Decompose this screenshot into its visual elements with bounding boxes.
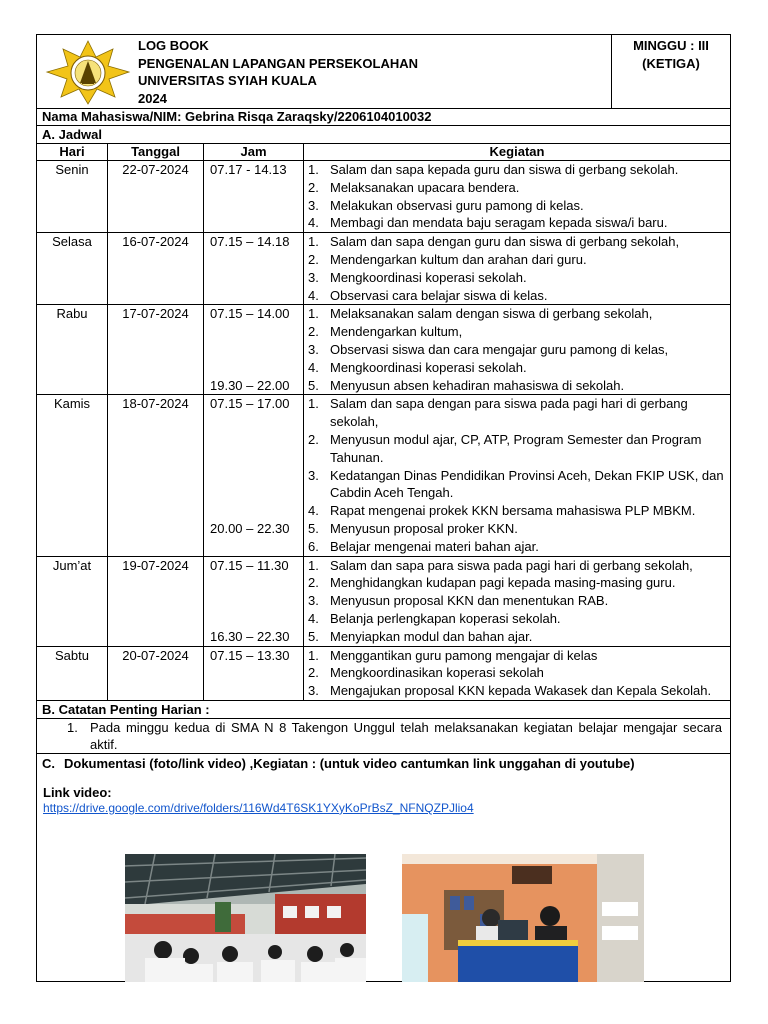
activity-number: 2.: [308, 431, 319, 447]
activity-text: Menghidangkan kudapan pagi kepada masing-masing guru.: [330, 575, 676, 591]
activity-item: [308, 179, 726, 197]
activity-number: 5.: [308, 520, 319, 536]
activity-text: Mengkoordinasi koperasi sekolah.: [330, 269, 527, 285]
activity-item: [308, 520, 726, 538]
schedule-row: [37, 646, 730, 700]
time-cell: [204, 646, 304, 700]
day-cell: Senin: [37, 161, 108, 233]
activity-item: [308, 305, 726, 323]
section-c-title: Dokumentasi (foto/link video) ,Kegiatan : (untuk video cantumkan link unggahan di youtube): [64, 755, 635, 771]
activity-item: [308, 269, 726, 287]
activity-number: 1.: [308, 557, 319, 573]
title-line-3: UNIVERSITAS SYIAH KUALA: [138, 73, 317, 88]
day-cell: Kamis: [37, 395, 108, 556]
activities-cell: [304, 646, 731, 700]
activity-item: [308, 467, 726, 503]
activity-number: 4.: [308, 359, 319, 375]
activity-number: 1.: [308, 234, 319, 250]
activity-item: [308, 628, 726, 646]
activity-item: [308, 647, 726, 665]
schedule-row: [37, 556, 730, 646]
activity-text: Mengkoordinasi koperasi sekolah.: [330, 359, 527, 375]
table-header-row: [37, 144, 730, 161]
activity-number: 4.: [308, 503, 319, 519]
week-cell: [611, 35, 730, 108]
activity-text: Melaksanakan salam dengan siswa di gerbang sekolah,: [330, 306, 653, 322]
activity-item: [308, 557, 726, 575]
activity-text: Salam dan sapa dengan guru dan siswa di gerbang sekolah,: [330, 234, 680, 250]
activity-item: [308, 502, 726, 520]
activity-number: 2.: [308, 324, 319, 340]
time-cell: [204, 556, 304, 646]
activity-text: Menyusun proposal KKN dan menentukan RAB.: [330, 593, 609, 609]
activity-text: Salam dan sapa dengan para siswa pada pagi hari di gerbang sekolah,: [330, 396, 688, 430]
time-start: 07.15 – 17.00: [210, 396, 290, 412]
activities-cell: [304, 305, 731, 395]
activity-text: Salam dan sapa para siswa pada pagi hari di gerbang sekolah,: [330, 557, 693, 573]
note-text: Pada minggu kedua di SMA N 8 Takengon Unggul telah melaksanakan kegiatan belajar mengajar secara aktif.: [90, 719, 722, 752]
activity-number: 2.: [308, 251, 319, 267]
activity-item: [308, 664, 726, 682]
activity-text: Belajar mengenai materi bahan ajar.: [330, 538, 539, 554]
activity-text: Menyusun proposal proker KKN.: [330, 520, 518, 536]
activity-number: 1.: [308, 306, 319, 322]
day-cell: Selasa: [37, 233, 108, 305]
activity-text: Kedatangan Dinas Pendidikan Provinsi Aceh, Dekan FKIP USK, dan Cabdin Aceh Tengah.: [330, 467, 724, 501]
col-header-day: Hari: [37, 144, 108, 161]
header: [37, 35, 730, 109]
activities-cell: [304, 556, 731, 646]
date-cell: 20-07-2024: [108, 646, 204, 700]
activity-item: [308, 610, 726, 628]
time-cell: [204, 395, 304, 556]
activity-text: Menyusun modul ajar, CP, ATP, Program Semester dan Program Tahunan.: [330, 431, 702, 465]
activity-number: 5.: [308, 628, 319, 644]
activities-cell: [304, 161, 731, 233]
activities-cell: [304, 233, 731, 305]
activity-item: [308, 431, 726, 467]
activity-text: Belanja perlengkapan koperasi sekolah.: [330, 610, 561, 626]
time-evening: 16.30 – 22.30: [210, 629, 290, 645]
activity-number: 6.: [308, 538, 319, 554]
activity-text: Menggantikan guru pamong mengajar di kelas: [330, 647, 598, 663]
time-start: 07.15 – 11.30: [210, 557, 289, 573]
activity-text: Salam dan sapa kepada guru dan siswa di gerbang sekolah.: [330, 162, 679, 177]
activities-cell: [304, 395, 731, 556]
activity-text: Mendengarkan kultum,: [330, 324, 463, 340]
activity-text: Membagi dan mendata baju seragam kepada siswa/i baru.: [330, 215, 668, 231]
activity-text: Observasi cara belajar siswa di kelas.: [330, 287, 548, 303]
activity-text: Mendengarkan kultum dan arahan dari guru.: [330, 251, 587, 267]
section-a-heading: A. Jadwal: [37, 126, 730, 144]
activity-item: [308, 341, 726, 359]
time-evening: 19.30 – 22.00: [210, 378, 290, 394]
activity-item: [308, 287, 726, 305]
schedule-body: [37, 161, 730, 701]
university-logo-icon: [45, 39, 131, 105]
schedule-table: [37, 144, 730, 701]
activity-item: [308, 214, 726, 232]
section-c-letter: C.: [42, 755, 55, 771]
activity-number: 5.: [308, 377, 319, 393]
video-link[interactable]: https://drive.google.com/drive/folders/116Wd4T6SK1YXyKoPrBsZ_NFNQZPJlio4: [43, 800, 474, 815]
activity-number: 1.: [308, 162, 319, 177]
activity-text: Menyusun absen kehadiran mahasiswa di sekolah.: [330, 377, 625, 393]
activity-text: Rapat mengenai prokek KKN bersama mahasiswa PLP MBKM.: [330, 503, 696, 519]
activity-item: [308, 233, 726, 251]
day-cell: Rabu: [37, 305, 108, 395]
notes-section: [37, 701, 730, 754]
week-label: MINGGU : III: [633, 38, 709, 53]
title-line-2: PENGENALAN LAPANGAN PERSEKOLAHAN: [138, 55, 418, 71]
time-cell: [204, 305, 304, 395]
activity-item: [308, 395, 726, 431]
activity-item: [308, 592, 726, 610]
section-c-heading: [37, 755, 730, 772]
schedule-row: [37, 233, 730, 305]
activity-item: [308, 161, 726, 179]
activity-text: Mengkoordinasikan koperasi sekolah: [330, 665, 544, 681]
activity-number: 2.: [308, 575, 319, 591]
activity-number: 3.: [308, 269, 319, 285]
activity-item: [308, 359, 726, 377]
time-start: 07.15 – 14.00: [210, 306, 290, 322]
col-header-date: Tanggal: [108, 144, 204, 161]
day-cell: Sabtu: [37, 646, 108, 700]
note-number: 1.: [67, 719, 78, 735]
schedule-row: [37, 395, 730, 556]
date-cell: 16-07-2024: [108, 233, 204, 305]
activity-item: [308, 197, 726, 215]
note-item: [37, 719, 730, 754]
activity-number: 2.: [308, 665, 319, 681]
activity-item: [308, 574, 726, 592]
header-title: [138, 37, 418, 107]
activity-text: Mengajukan proposal KKN kepada Wakasek dan Kepala Sekolah.: [330, 683, 712, 699]
photo-ceremony: [125, 854, 366, 982]
activity-number: 3.: [308, 197, 319, 213]
time-start: 07.15 – 13.30: [210, 647, 290, 663]
time-start: 07.15 – 14.18: [210, 234, 290, 250]
activity-number: 3.: [308, 683, 319, 699]
activity-number: 1.: [308, 396, 319, 412]
activity-item: [308, 323, 726, 341]
activity-number: 2.: [308, 179, 319, 195]
activity-number: 1.: [308, 647, 319, 663]
activity-number: 3.: [308, 467, 319, 483]
logbook-page: [36, 34, 731, 982]
date-cell: 22-07-2024: [108, 161, 204, 233]
col-header-time: Jam: [204, 144, 304, 161]
day-cell: Jum’at: [37, 556, 108, 646]
photo-cooperative-image: [402, 854, 644, 982]
activity-item: [308, 682, 726, 700]
activity-number: 3.: [308, 593, 319, 609]
activity-number: 4.: [308, 215, 319, 231]
link-label: Link video:: [43, 784, 112, 800]
documentation-section: [37, 755, 730, 816]
time-start: 07.17 - 14.13: [210, 162, 287, 177]
activity-item: [308, 538, 726, 556]
activity-item: [308, 377, 726, 395]
photo-ceremony-image: [125, 854, 366, 982]
time-evening: 20.00 – 22.30: [210, 521, 290, 537]
time-cell: [204, 233, 304, 305]
activity-number: 3.: [308, 341, 319, 357]
activity-text: Melakukan observasi guru pamong di kelas.: [330, 197, 584, 213]
photo-cooperative: [402, 854, 644, 982]
col-header-activities: Kegiatan: [304, 144, 731, 161]
activity-text: Menyiapkan modul dan bahan ajar.: [330, 628, 533, 644]
activity-text: Observasi siswa dan cara mengajar guru pamong di kelas,: [330, 341, 669, 357]
activity-number: 4.: [308, 610, 319, 626]
schedule-row: [37, 161, 730, 233]
schedule-row: [37, 305, 730, 395]
section-b-heading: B. Catatan Penting Harian :: [37, 701, 730, 719]
activity-text: Melaksanakan upacara bendera.: [330, 179, 520, 195]
date-cell: 18-07-2024: [108, 395, 204, 556]
activity-number: 4.: [308, 287, 319, 303]
time-cell: [204, 161, 304, 233]
student-name-line: Nama Mahasiswa/NIM: Gebrina Risqa Zaraqsky/2206104010032: [37, 108, 730, 126]
date-cell: 17-07-2024: [108, 305, 204, 395]
activity-item: [308, 251, 726, 269]
title-line-1: LOG BOOK: [138, 38, 209, 53]
week-word: (KETIGA): [642, 55, 700, 71]
title-line-4: 2024: [138, 90, 167, 106]
date-cell: 19-07-2024: [108, 556, 204, 646]
